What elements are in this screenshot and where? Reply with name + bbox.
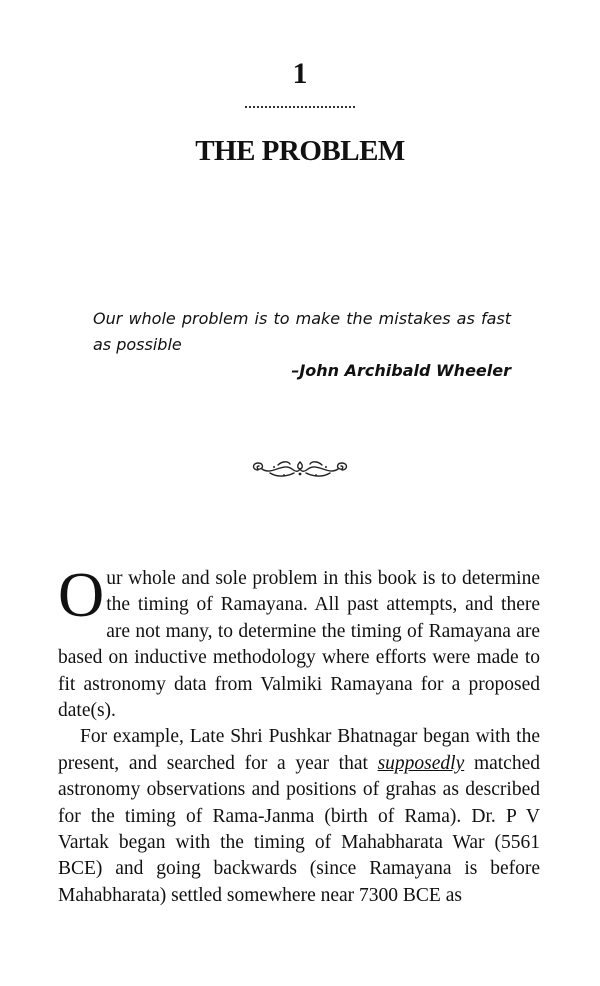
chapter-number: 1 [292, 57, 308, 90]
emphasis-supposedly: supposedly [377, 752, 465, 774]
paragraph-2-lead: For example, Late Shri Pushkar Bhatnagar began with the present, and searched for a year that [58, 726, 540, 774]
paragraph-1 [58, 559, 540, 724]
epigraph-author: –John Archibald Wheeler [291, 361, 511, 380]
epigraph-quote: Our whole problem is to make the mistakes as fast as possible [93, 309, 511, 354]
paragraph-2 [58, 724, 540, 909]
chapter-divider [245, 106, 355, 108]
drop-cap: O [58, 559, 105, 630]
paragraph-2-rest: matched astronomy observations and positions of grahas as described for the timing of Rama-Janma (birth of Rama). Dr. P V Vartak began with the timing of Mahabharata War (5561 BCE) and going backwards (since Ramayana is before Mahabharata) settled somewhere near 7300 BCE as [58, 752, 540, 906]
chapter-title: THE PROBLEM [195, 135, 405, 167]
flourish-ornament-icon [248, 454, 352, 484]
epigraph [93, 306, 511, 384]
body-text [58, 559, 540, 909]
paragraph-1-text: ur whole and sole problem in this book is to determine the timing of Ramayana. All past attempts, and there are not many, to determine the timing of Ramayana are based on inductive methodology where efforts were made to fit astronomy data from Valmiki Ramayana for a proposed date(s). [58, 568, 540, 722]
